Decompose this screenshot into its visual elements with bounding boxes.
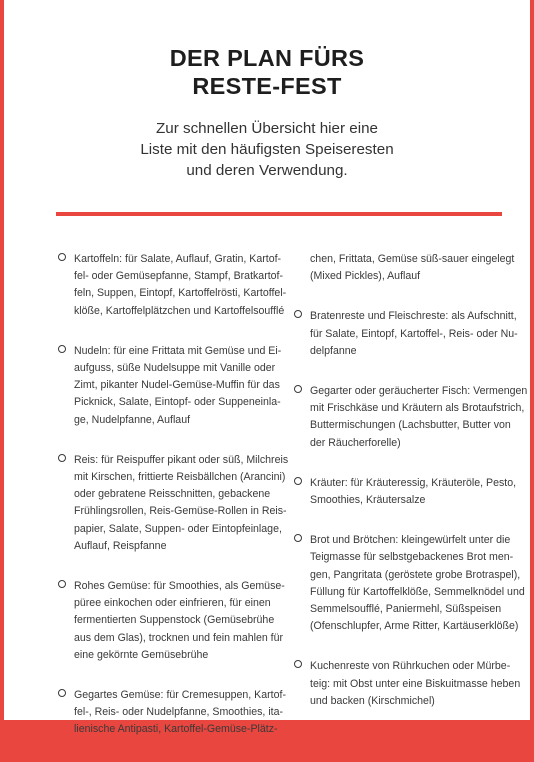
list-item-line: aus dem Glas), trocknen und fein mahlen für	[74, 631, 284, 644]
list-item-line: Reis: für Reispuffer pikant oder süß, Milchreis	[74, 453, 289, 466]
list-item-line: aufguss, süße Nudelsuppe mit Vanille oder	[74, 362, 276, 375]
circle-bullet-icon	[294, 310, 302, 318]
list-item-line: feln, Suppen, Eintopf, Kartoffelrösti, Kartoffel-	[74, 287, 287, 300]
list-item-line: eine gekörnte Gemüsebrühe	[74, 648, 209, 661]
list-item	[310, 658, 521, 710]
circle-bullet-icon	[58, 454, 66, 462]
circle-bullet-icon	[58, 253, 66, 261]
page-title	[4, 44, 530, 100]
list-item-line: lienische Antipasti, Kartoffel-Gemüse-Plätz-	[74, 723, 278, 736]
list-item-line: Zimt, pikanter Nudel-Gemüse-Muffin für das	[74, 379, 280, 392]
list-item-line: mit Frischkäse und Kräutern als Brotaufstrich,	[310, 402, 525, 415]
list-item-line: mit Kirschen, frittierte Reisbällchen (Arancini)	[74, 471, 286, 484]
list-item-line: Kuchenreste von Rührkuchen oder Mürbe-	[310, 660, 511, 673]
list-item-line: gen, Pangritata (geröstete grobe Brotraspel),	[310, 568, 521, 581]
circle-bullet-icon	[58, 345, 66, 353]
list-item-line: Smoothies, Kräutersalze	[310, 494, 426, 507]
intro-line: Liste mit den häufigsten Speiseresten	[140, 141, 394, 158]
list-item	[74, 251, 287, 320]
list-item-line: Brot und Brötchen: kleingewürfelt unter die	[310, 534, 511, 547]
list-item-line: und backen (Kirschmichel)	[310, 694, 435, 707]
list-item-line: Füllung für Kartoffelklöße, Semmelknödel und	[310, 585, 525, 598]
list-item-line: Semmelsoufflé, Paniermehl, Süßspeisen	[310, 603, 502, 616]
right-column	[310, 251, 528, 733]
list-item-line: delpfanne	[310, 344, 357, 357]
list-item-line: chen, Frittata, Gemüse süß-sauer eingelegt	[310, 253, 515, 265]
page	[4, 0, 530, 736]
list-item-continuation	[310, 251, 515, 285]
list-item	[310, 532, 525, 635]
list-item	[74, 343, 282, 429]
list-item-line: Bratenreste und Fleischreste: als Aufschnitt,	[310, 310, 517, 323]
circle-bullet-icon	[294, 534, 302, 542]
list-item-line: teig: mit Obst unter eine Biskuitmasse heben	[310, 677, 521, 690]
list-item	[310, 308, 518, 360]
intro-line: und deren Verwendung.	[186, 162, 348, 179]
intro-text	[4, 118, 530, 181]
circle-bullet-icon	[294, 385, 302, 393]
list-item-line: (Ofenschlupfer, Arme Ritter, Kartäuserklöße)	[310, 620, 519, 633]
list-item-line: Auflauf, Reispfanne	[74, 539, 167, 552]
list-item-line: klöße, Kartoffelplätzchen und Kartoffelsoufflé	[74, 304, 285, 317]
list-item	[310, 383, 528, 452]
list-item-line: Teigmasse für selbstgebackenes Brot men-	[310, 551, 514, 564]
list-item-line: (Mixed Pickles), Auflauf	[310, 270, 421, 283]
list-item-line: Kartoffeln: für Salate, Auflauf, Gratin, Kartof-	[74, 253, 282, 265]
list-item	[310, 475, 517, 509]
list-item-line: Nudeln: für eine Frittata mit Gemüse und Ei-	[74, 344, 282, 357]
intro-line: Zur schnellen Übersicht hier eine	[155, 120, 378, 137]
title-line: RESTE-FEST	[192, 73, 342, 99]
list-item	[74, 578, 285, 664]
list-item-line: Picknick, Salate, Eintopf- oder Suppeneinla-	[74, 396, 281, 409]
list-item-line: Kräuter: für Kräuteressig, Kräuteröle, Pesto,	[310, 476, 517, 489]
title-line: DER PLAN FÜRS	[169, 45, 365, 71]
list-item-line: ge, Nudelpfanne, Auflauf	[74, 413, 191, 426]
list-item	[74, 687, 286, 739]
list-item-line: Rohes Gemüse: für Smoothies, als Gemüse-	[74, 580, 285, 593]
list-item-line: für Salate, Eintopf, Kartoffel-, Reis- oder Nu-	[310, 327, 518, 340]
list-item-line: Gegartes Gemüse: für Cremesuppen, Kartof-	[74, 689, 286, 702]
list-item	[74, 452, 289, 555]
list-item-line: Buttermischungen (Lachsbutter, Butter von	[310, 419, 511, 432]
accent-divider	[56, 212, 502, 216]
circle-bullet-icon	[294, 660, 302, 668]
circle-bullet-icon	[58, 580, 66, 588]
list-item-line: Gegarter oder geräucherter Fisch: Vermengen	[310, 385, 528, 398]
list-item-line: fermentierten Suppenstock (Gemüsebrühe	[74, 614, 275, 627]
left-column	[74, 251, 289, 762]
list-item-line: oder gebratene Reisschnitten, gebackene	[74, 488, 271, 501]
list-item-line: der Räucherforelle)	[310, 436, 401, 449]
circle-bullet-icon	[294, 477, 302, 485]
circle-bullet-icon	[58, 689, 66, 697]
list-item-line: fel- oder Gemüsepfanne, Stampf, Bratkartof-	[74, 270, 284, 283]
list-item-line: püree einkochen oder einfrieren, für einen	[74, 597, 271, 610]
list-item-line: papier, Salate, Suppen- oder Eintopfeinlage,	[74, 522, 282, 535]
list-item-line: Frühlingsrollen, Reis-Gemüse-Rollen in Reis-	[74, 505, 287, 518]
list-item-line: fel-, Reis- oder Nudelpfanne, Smoothies, ita-	[74, 706, 284, 719]
